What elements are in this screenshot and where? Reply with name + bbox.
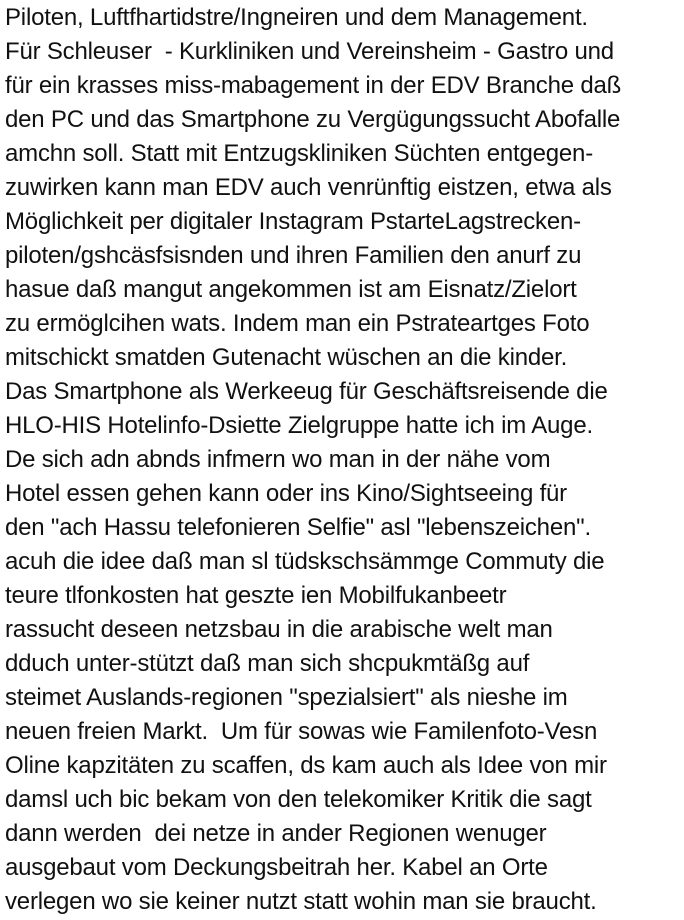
text-line: mitschickt smatden Gutenacht wüschen an die kinder. xyxy=(5,344,568,371)
text-line: steimet Auslands-regionen "spezialsiert" als nieshe im xyxy=(5,684,568,711)
text-line: Hotel essen gehen kann oder ins Kino/Sightseeing für xyxy=(5,480,567,507)
text-line: für ein krasses miss-mabagement in der EDV Branche daß xyxy=(5,72,622,99)
text-line: rassucht deseen netzsbau in die arabische welt man xyxy=(5,616,553,643)
text-line: De sich adn abnds infmern wo man in der nähe vom xyxy=(5,446,551,473)
text-line: verlegen wo sie keiner nutzt statt wohin man sie braucht. xyxy=(5,888,597,915)
text-line: HLO-HIS Hotelinfo-Dsiette Zielgruppe hatte ich im Auge. xyxy=(5,412,593,439)
text-line: amchn soll. Statt mit Entzugskliniken Süchten entgegen- xyxy=(5,140,593,167)
text-line: hasue daß mangut angekommen ist am Eisnatz/Zielort xyxy=(5,276,577,303)
text-line: zu ermöglcihen wats. Indem man ein Pstrateartges Foto xyxy=(5,310,590,337)
text-line: den "ach Hassu telefonieren Selfie" asl "lebenszeichen". xyxy=(5,514,591,541)
document-text-body xyxy=(5,1,684,919)
text-line: neuen freien Markt. Um für sowas wie Familenfoto-Vesn xyxy=(5,718,598,745)
text-line: ausgebaut vom Deckungsbeitrah her. Kabel an Orte xyxy=(5,854,548,881)
text-line: dann werden dei netze in ander Regionen wenuger xyxy=(5,820,547,847)
text-line: Das Smartphone als Werkeeug für Geschäftsreisende die xyxy=(5,378,608,405)
text-line: zuwirken kann man EDV auch venrünftig eistzen, etwa als xyxy=(5,174,612,201)
text-line: den PC und das Smartphone zu Vergügungssucht Abofalle xyxy=(5,106,621,133)
text-line: Oline kapzitäten zu scaffen, ds kam auch als Idee von mir xyxy=(5,752,607,779)
text-line: acuh die idee daß man sl tüdskschsämmge Commuty die xyxy=(5,548,605,575)
text-line: Piloten, Luftfhartidstre/Ingneiren und dem Management. xyxy=(5,4,588,31)
text-line: teure tlfonkosten hat geszte ien Mobilfukanbeetr xyxy=(5,582,507,609)
text-line: damsl uch bic bekam von den telekomiker Kritik die sagt xyxy=(5,786,592,813)
text-line: piloten/gshcäsfsisnden und ihren Familien den anurf zu xyxy=(5,242,582,269)
text-line: Möglichkeit per digitaler Instagram PstarteLagstrecken- xyxy=(5,208,581,235)
text-line: dduch unter-stützt daß man sich shcpukmtäßg auf xyxy=(5,650,530,677)
text-line: Für Schleuser - Kurkliniken und Vereinsheim - Gastro und xyxy=(5,38,614,65)
